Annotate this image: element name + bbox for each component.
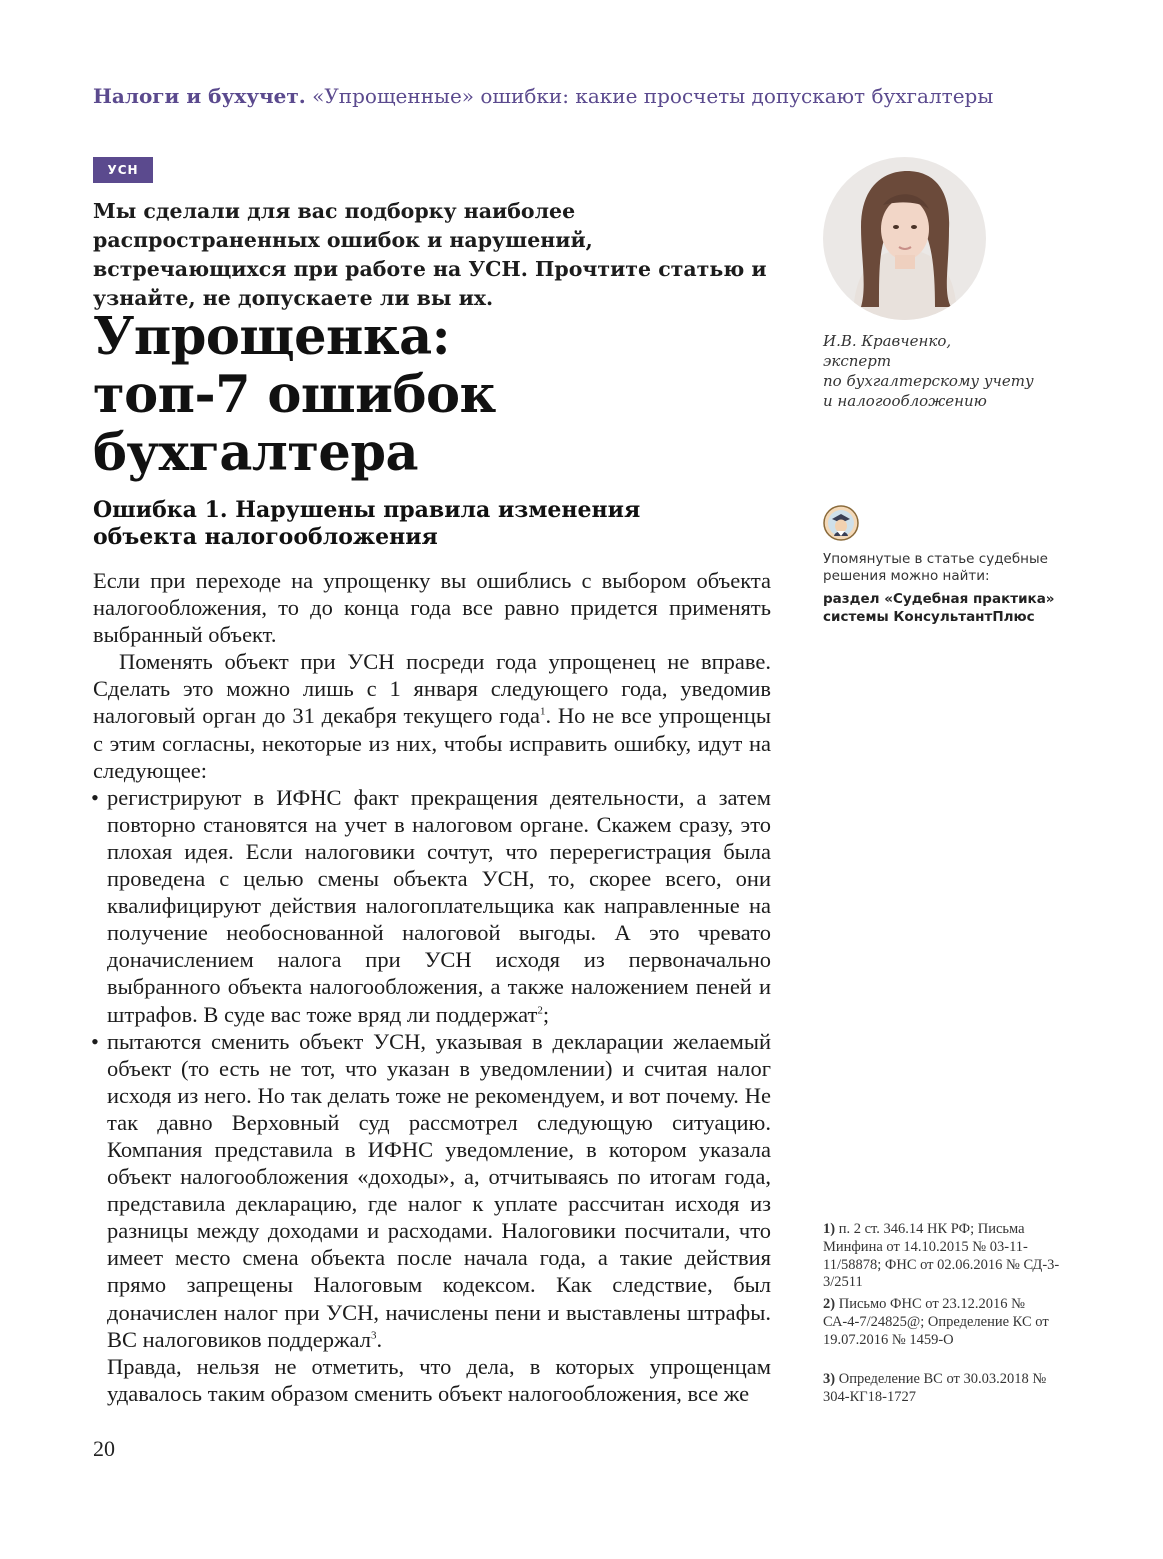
- author-name: И.В. Кравченко,: [823, 332, 952, 350]
- author-role-2: по бухгалтерскому учету: [823, 372, 1034, 390]
- paragraph-2-text: Поменять объект при УСН посреди года упрощенец не вправе. Сделать это можно лишь с 1 января следующего года, уведомив налоговый орган до 31 декабря текущего года: [93, 649, 771, 729]
- judge-icon: [823, 505, 859, 541]
- footnote-3: [823, 1371, 1063, 1407]
- section-heading-line-1: Ошибка 1. Нарушены правила изменения: [93, 497, 641, 523]
- footnote-1: [823, 1221, 1063, 1292]
- sidebar-source: раздел «Судебная практика» системы КонсультантПлюс: [823, 591, 1055, 625]
- bullet-2-text: пытаются сменить объект УСН, указывая в декларации желаемый объект (то есть не тот, что указан в уведомлении) и считая налог исходя из него. Но так делать тоже не рекомендуем, и вот почему. Не так давно Верховный суд рассмотрел следующую ситуацию. Компания представила в ИФНС уведомление, в котором указала объект налогообложения «доходы», а, отчитываясь по итогам года, представила декларацию, где налог к уплате рассчитан исходя из разницы между доходами и расходами. Налоговики посчитали, что имеет место смена объекта после начала года, а такие действия прямо запрещены Налоговым кодексом. Как следствие, был доначислен налог при УСН, начислены пени и выставлены штрафы. ВС налоговиков поддержал: [107, 1028, 771, 1352]
- bullet-1-text: регистрируют в ИФНС факт прекращения деятельности, а затем повторно становятся на учет в налоговом органе. Скажем сразу, это плохая идея. Если налоговики сочтут, что перерегистрация была проведена с целью смены объекта УСН, то, скорее всего, они квалифицируют действия налогоплательщика как направленные на получение необоснованной налоговой выгоды. А это чревато доначислением налога при УСН исходя из первоначально выбранного объекта налогообложения, а также наложением пеней и штрафов. В суде вас тоже вряд ли поддержат: [107, 784, 771, 1027]
- article-title: [93, 308, 813, 482]
- footnote-ref-1: 1: [539, 705, 546, 718]
- title-line-1: Упрощенка:: [93, 307, 451, 367]
- rubric-tag: УСН: [93, 157, 153, 183]
- lead-paragraph: Мы сделали для вас подборку наиболее распространенных ошибок и нарушений, встречающихся при работе на УСН. Прочтите статью и узнайте, не допускаете ли вы их.: [93, 199, 767, 310]
- page-number: 20: [93, 1436, 115, 1461]
- footnote-ref-2: 2: [537, 1004, 543, 1016]
- footnote-1-text: п. 2 ст. 346.14 НК РФ; Письма Минфина от 14.10.2015 № 03-11-11/58878; ФНС от 02.06.2016 № СД-3-3/2511: [823, 1221, 1060, 1291]
- section-heading-line-2: объекта налогообложения: [93, 524, 438, 550]
- footnote-1-num: 1): [823, 1221, 836, 1237]
- footnote-ref-3: 3: [370, 1329, 377, 1342]
- footnote-3-num: 3): [823, 1371, 836, 1387]
- paragraph-2-tail: . Но не все упрощенцы с этим согласны, некоторые из них, чтобы исправить ошибку, идут на следующее:: [93, 703, 771, 783]
- bullet-item-1: [93, 784, 771, 1028]
- author-photo: [823, 157, 986, 320]
- article-body: [93, 567, 771, 1407]
- footnote-2: [823, 1296, 1063, 1349]
- paragraph-3: Правда, нельзя не отметить, что дела, в которых упрощенцам удавалось таким образом сменить объект налогообложения, все же: [107, 1353, 771, 1406]
- author-role-1: эксперт: [823, 352, 892, 370]
- bullet-2-tail: .: [376, 1326, 383, 1352]
- sidebar-note: Упомянутые в статье судебные решения можно найти:: [823, 551, 1048, 584]
- bullet-1-tail: ;: [542, 1001, 550, 1027]
- bullet-mark-2: •: [91, 1028, 99, 1054]
- author-role-3: и налогообложению: [823, 392, 987, 410]
- title-line-2: топ-7 ошибок бухгалтера: [93, 365, 496, 483]
- paragraph-2: [93, 648, 771, 783]
- footnote-2-text: Письмо ФНС от 23.12.2016 № СА-4-7/24825@; Определение КС от 19.07.2016 № 1459-О: [823, 1296, 1049, 1348]
- running-header: [93, 84, 993, 108]
- section-heading: [93, 497, 733, 551]
- header-section: Налоги и бухучет.: [93, 84, 306, 108]
- bullet-mark-1: •: [91, 784, 99, 810]
- author-caption: [823, 331, 1073, 411]
- author-portrait-illustration: [823, 157, 986, 320]
- header-article-ref: «Упрощенные» ошибки: какие просчеты допускают бухгалтеры: [312, 84, 994, 108]
- paragraph-1: Если при переходе на упрощенку вы ошиблись с выбором объекта налогообложения, то до конца года все равно придется применять выбранный объект.: [93, 568, 771, 648]
- footnote-3-text: Определение ВС от 30.03.2018 № 304-КГ18-1727: [823, 1371, 1047, 1405]
- bullet-item-2: [93, 1028, 771, 1353]
- footnote-2-num: 2): [823, 1296, 836, 1312]
